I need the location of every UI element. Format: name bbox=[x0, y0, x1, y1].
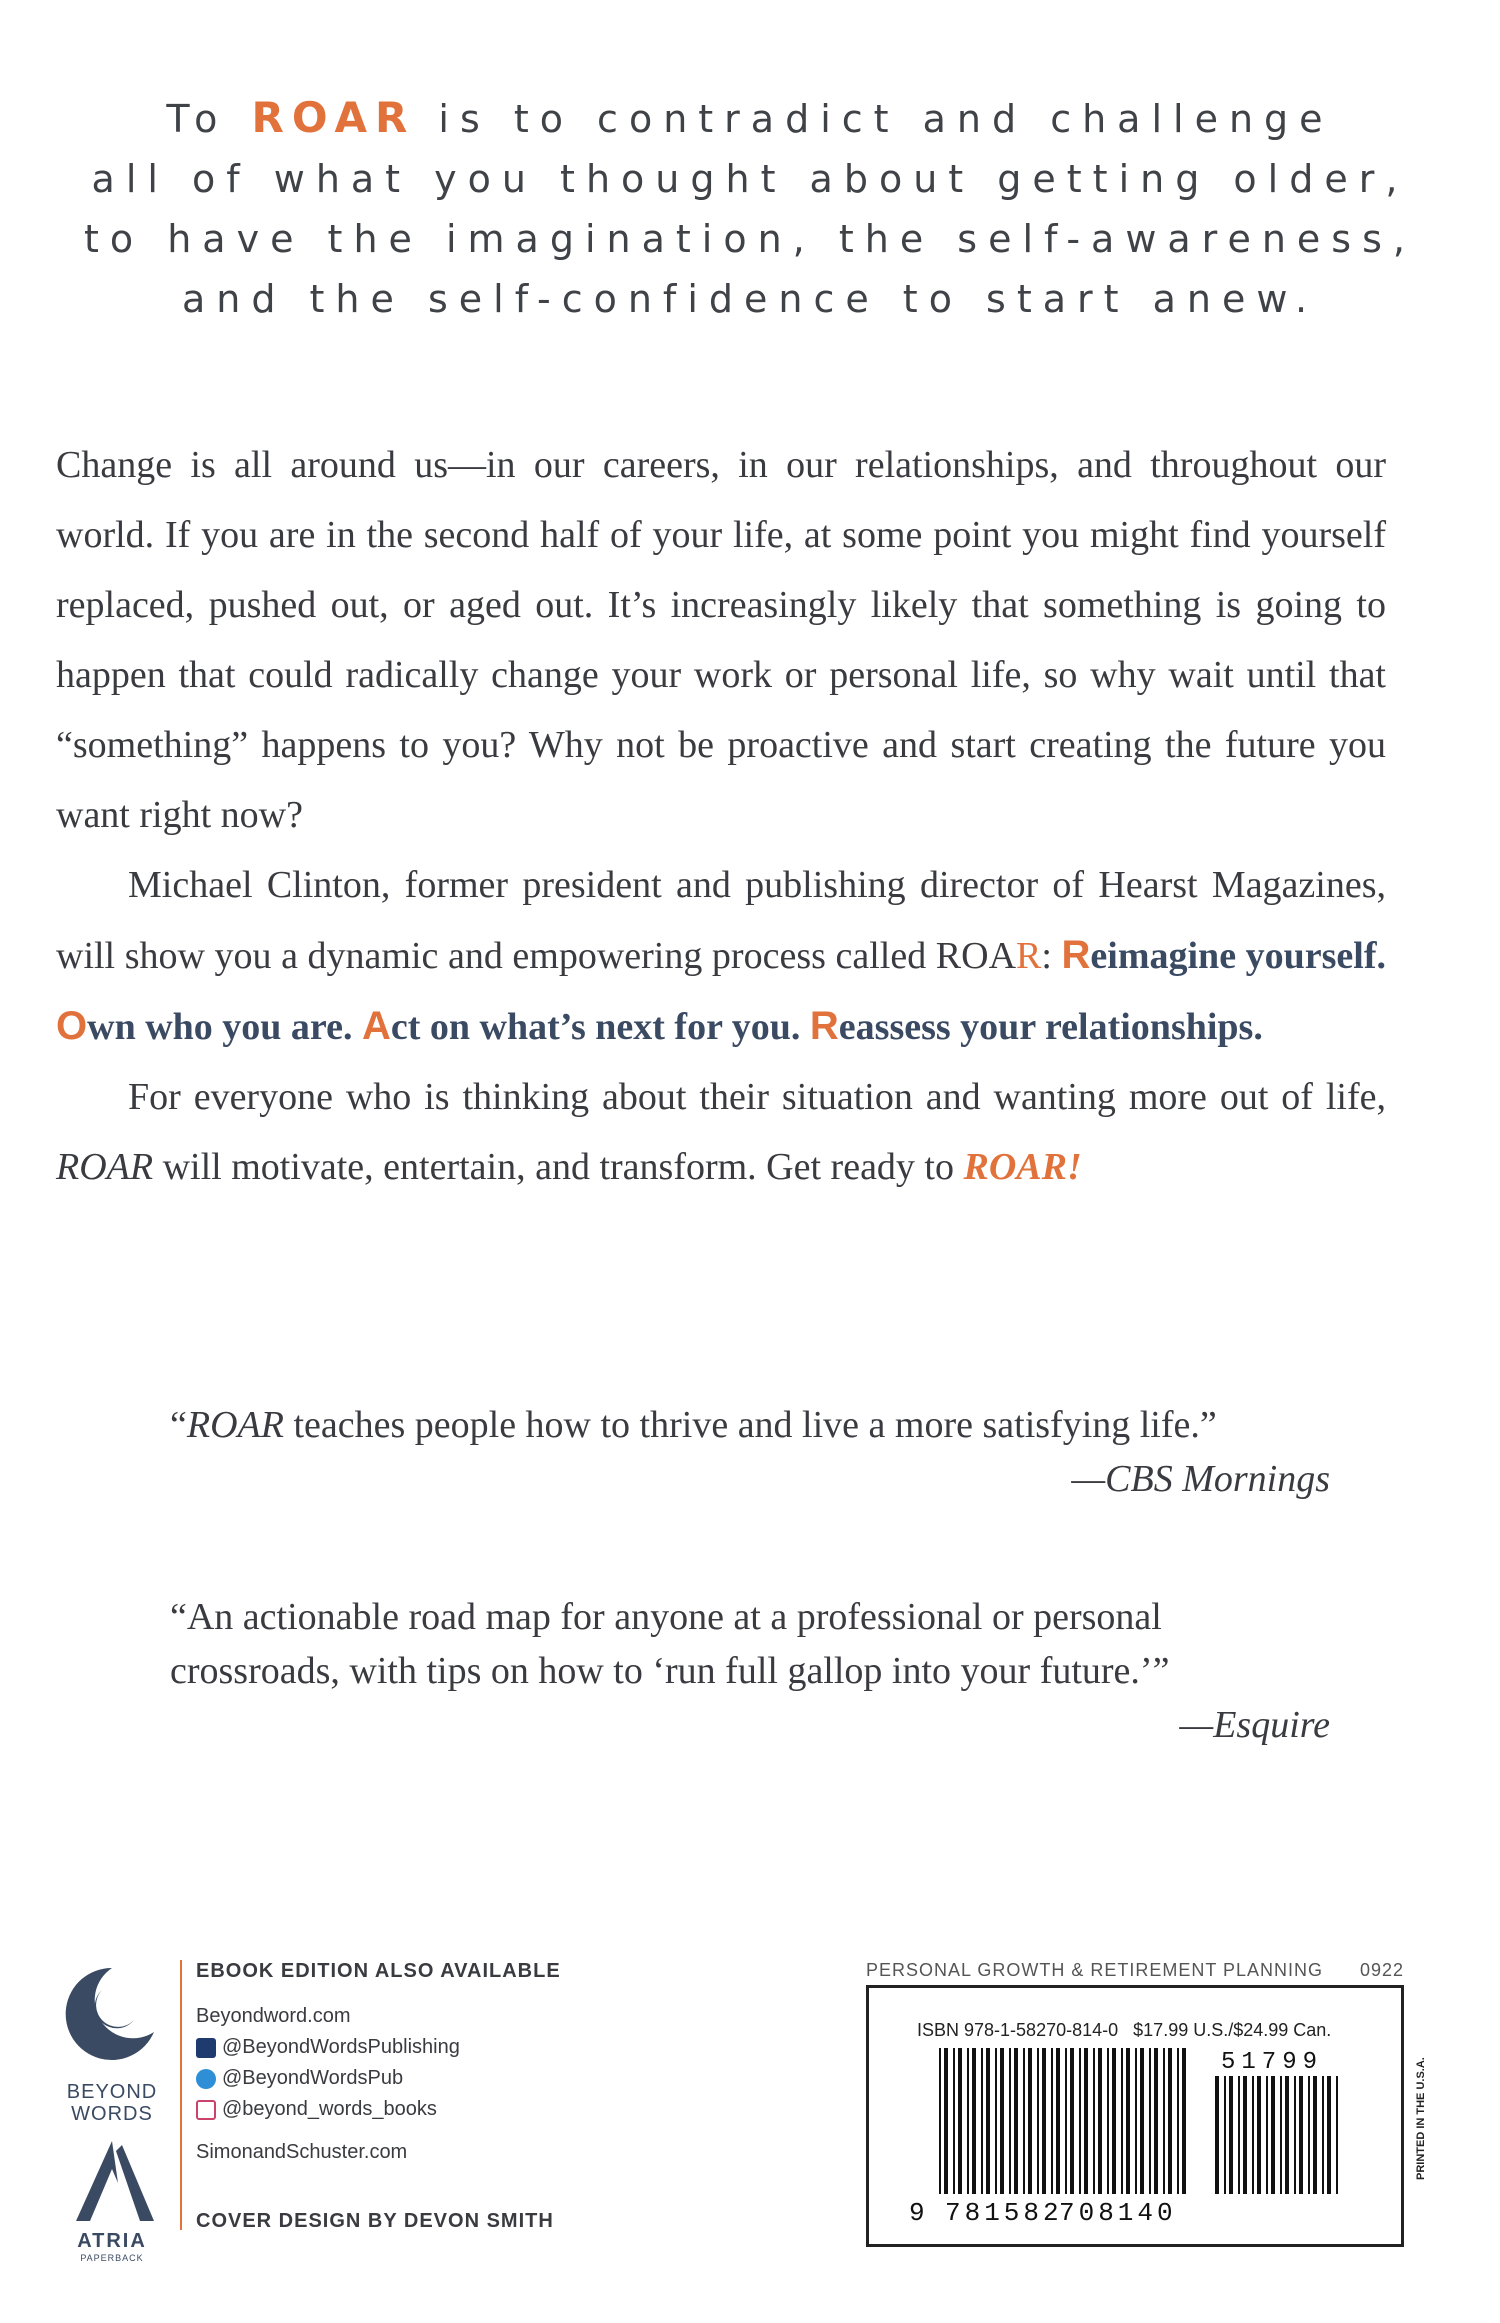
barcode-bar bbox=[1224, 2076, 1226, 2194]
barcode-bar bbox=[958, 2048, 962, 2194]
barcode-bar bbox=[944, 2048, 948, 2194]
twitter-icon bbox=[196, 2069, 216, 2089]
barcode-bar bbox=[1336, 2076, 1338, 2194]
barcode-bar bbox=[1313, 2076, 1317, 2194]
barcode-bar bbox=[1257, 2076, 1261, 2194]
barcode-bar bbox=[1023, 2048, 1025, 2194]
barcode-bar bbox=[1051, 2048, 1053, 2194]
barcode-bar bbox=[1308, 2076, 1310, 2194]
barcode-bar bbox=[1098, 2048, 1102, 2194]
publisher-logos bbox=[58, 1960, 166, 2263]
barcode-bar bbox=[1266, 2076, 1268, 2194]
barcode-bar bbox=[1163, 2048, 1165, 2194]
barcode-bar bbox=[1056, 2048, 1060, 2194]
publisher-info bbox=[196, 1960, 616, 2232]
barcode-bar bbox=[1070, 2048, 1074, 2194]
tagline-roar: ROAR bbox=[251, 93, 416, 142]
barcode-bar bbox=[939, 2048, 941, 2194]
barcode-bar bbox=[1177, 2048, 1179, 2194]
beyond-words-wordmark: BEYOND WORDS bbox=[66, 2081, 158, 2125]
isbn-barcode bbox=[869, 2038, 1401, 2238]
barcode-addon-digits: 51799 bbox=[1221, 2049, 1324, 2076]
barcode-bar bbox=[1014, 2048, 1018, 2194]
barcode-digits-2: 708140 bbox=[1059, 2198, 1177, 2228]
barcode-bar bbox=[1229, 2076, 1233, 2194]
barcode-bar bbox=[972, 2048, 976, 2194]
tagline-line-3: to have the imagination, the self-awareness, bbox=[84, 217, 1416, 261]
barcode-bar bbox=[967, 2048, 969, 2194]
instagram-link[interactable]: @beyond_words_books bbox=[196, 2094, 616, 2125]
barcode-bar bbox=[1093, 2048, 1095, 2194]
beyond-words-logo-icon bbox=[58, 1960, 166, 2070]
facebook-link[interactable]: @BeyondWordsPublishing bbox=[196, 2032, 616, 2063]
barcode-bar bbox=[1135, 2048, 1137, 2194]
barcode-panel bbox=[866, 1960, 1404, 2247]
barcode-digits-1: 781582 bbox=[945, 2198, 1063, 2228]
quote-esquire: “An actionable road map for anyone at a professional or personal crossroads, with tips on how to ‘run full gallop into your future.’” —Esquire bbox=[170, 1590, 1320, 1752]
simon-link[interactable]: SimonandSchuster.com bbox=[196, 2141, 408, 2163]
description-paragraph-3: For everyone who is thinking about their situation and wanting more out of life, ROAR will motivate, entertain, and transform. Get ready to ROAR! bbox=[56, 1076, 1386, 1188]
barcode-bar bbox=[1140, 2048, 1144, 2194]
barcode-bar bbox=[1280, 2076, 1282, 2194]
barcode-bar bbox=[953, 2048, 955, 2194]
barcode-bar bbox=[1112, 2048, 1116, 2194]
barcode-bar bbox=[995, 2048, 997, 2194]
atria-sub-wordmark: PAPERBACK bbox=[80, 2253, 144, 2263]
cover-credit: COVER DESIGN BY DEVON SMITH bbox=[196, 2210, 554, 2232]
instagram-icon bbox=[196, 2100, 216, 2120]
barcode-bar bbox=[1327, 2076, 1331, 2194]
barcode-bar bbox=[1299, 2076, 1303, 2194]
tagline-line-1: To ROAR is to contradict and challenge bbox=[166, 93, 1334, 142]
facebook-icon bbox=[196, 2038, 216, 2058]
barcode-bar bbox=[1243, 2076, 1247, 2194]
barcode-bar bbox=[1079, 2048, 1081, 2194]
atria-logo-icon bbox=[58, 2135, 166, 2225]
quote-attribution: —Esquire bbox=[1179, 1704, 1330, 1746]
description-paragraph-1: Change is all around us—in our careers, in our relationships, and throughout our world. If you are in the second half of your life, at some point you might find yourself replaced, pushed out, or aged out. It’s increasingly likely that something is going to happen that could radically change your work or personal life, so why wait until that “something” happens to you? Why not be proactive and start creating the future you want right now? bbox=[56, 444, 1386, 836]
barcode-bar bbox=[1084, 2048, 1088, 2194]
tagline-line-2: all of what you thought about getting older, bbox=[91, 157, 1409, 201]
barcode-bar bbox=[1000, 2048, 1004, 2194]
barcode-bar bbox=[1252, 2076, 1254, 2194]
barcode-bar bbox=[1037, 2048, 1039, 2194]
barcode-bar bbox=[1182, 2048, 1186, 2194]
barcode-bar bbox=[1271, 2076, 1275, 2194]
tagline bbox=[0, 88, 1500, 329]
atria-wordmark: ATRIA bbox=[77, 2230, 147, 2252]
barcode-bar bbox=[1322, 2076, 1324, 2194]
barcode-bar bbox=[1042, 2048, 1046, 2194]
category-line: PERSONAL GROWTH & RETIREMENT PLANNING 0922 bbox=[866, 1960, 1404, 1980]
roar-acronym: Reimagine yourself. Own who you are. Act on what’s next for you. Reassess your relationships. bbox=[56, 933, 1387, 1048]
barcode-bar bbox=[1154, 2048, 1158, 2194]
barcode-bar bbox=[1121, 2048, 1123, 2194]
description bbox=[56, 430, 1386, 1202]
barcode-bar bbox=[1149, 2048, 1151, 2194]
description-paragraph-2: Michael Clinton, former president and publishing director of Hearst Magazines, will show you a dynamic and empowering process called ROAR: Reimagine yourself. Own who you are. Act on what’s next for you. Reassess your relationships. bbox=[56, 864, 1387, 1048]
barcode-bar bbox=[1126, 2048, 1130, 2194]
barcode-bar bbox=[1215, 2076, 1219, 2194]
barcode-bar bbox=[1107, 2048, 1109, 2194]
barcode-bar bbox=[1294, 2076, 1296, 2194]
divider bbox=[180, 1960, 182, 2230]
barcode-bar bbox=[1009, 2048, 1011, 2194]
tagline-line-4: and the self-confidence to start anew. bbox=[181, 277, 1319, 321]
quote-cbs: “ROAR teaches people how to thrive and live a more satisfying life.” —CBS Mornings bbox=[170, 1398, 1320, 1506]
printed-in-usa: PRINTED IN THE U.S.A. bbox=[1415, 2057, 1427, 2180]
isbn-price: ISBN 978-1-58270-814-0 $17.99 U.S./$24.99 Can. bbox=[917, 2020, 1332, 2040]
ebook-note: EBOOK EDITION ALSO AVAILABLE bbox=[196, 1960, 561, 1982]
barcode-bar bbox=[981, 2048, 983, 2194]
twitter-link[interactable]: @BeyondWordsPub bbox=[196, 2063, 616, 2094]
barcode-frame bbox=[866, 1985, 1404, 2247]
barcode-bar bbox=[1028, 2048, 1032, 2194]
barcode-bar bbox=[1168, 2048, 1172, 2194]
quote-attribution: —CBS Mornings bbox=[1071, 1458, 1330, 1500]
barcode-bar bbox=[1065, 2048, 1067, 2194]
barcode-bar bbox=[1238, 2076, 1240, 2194]
website-link[interactable]: Beyondword.com bbox=[196, 2005, 351, 2027]
barcode-bar bbox=[1285, 2076, 1289, 2194]
barcode-bar bbox=[986, 2048, 990, 2194]
barcode-digit-lead: 9 bbox=[909, 2198, 925, 2228]
